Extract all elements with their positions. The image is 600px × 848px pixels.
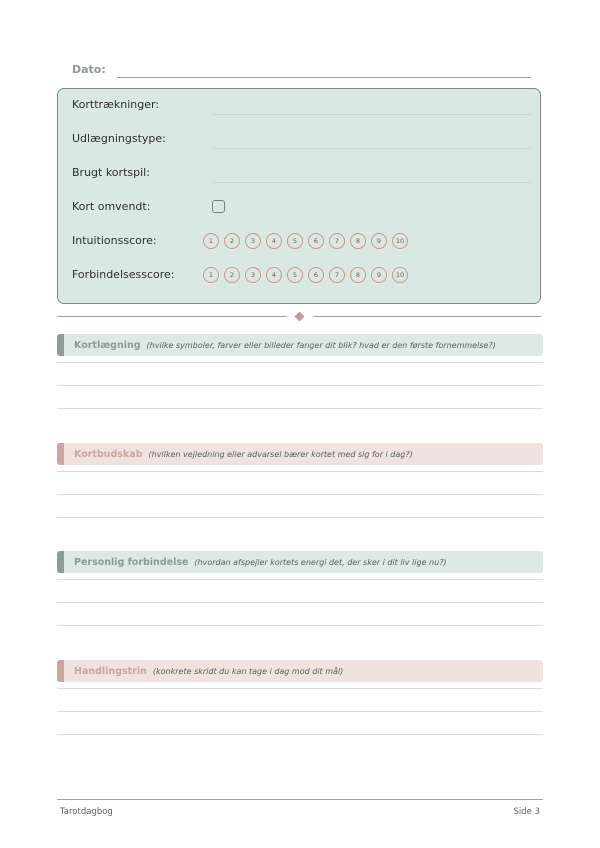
writing-line[interactable] [57,517,543,518]
section-header-card-mapping [57,334,543,356]
intuition-score-label: Intuitionsscore: [72,234,157,247]
diamond-ornament-icon [295,312,305,322]
intuition-score-option[interactable]: 2 [224,233,240,249]
writing-line[interactable] [57,362,543,363]
connection-score-label: Forbindelsesscore: [72,268,175,281]
section-title: Kortlægning [74,339,141,351]
footer-journal-title: Tarotdagbog [60,807,113,817]
connection-score-option[interactable]: 7 [329,267,345,283]
section-title: Kortbudskab [74,448,143,460]
date-label: Dato: [72,63,106,76]
section-header-card-message [57,443,543,465]
deck-used-line[interactable] [213,182,531,183]
writing-line[interactable] [57,625,543,626]
section-accent-bar [57,551,64,573]
writing-line[interactable] [57,471,543,472]
connection-score-option[interactable]: 8 [350,267,366,283]
section-hint: (hvilke symboler, farver eller billeder fanger dit blik? hvad er den første fornemmelse?) [146,340,496,350]
intuition-score-option[interactable]: 8 [350,233,366,249]
connection-score-option[interactable]: 10 [392,267,408,283]
reading-info-card [57,88,541,304]
intuition-score-option[interactable]: 3 [245,233,261,249]
connection-score-option[interactable]: 4 [266,267,282,283]
spread-type-label: Udlægningstype: [72,132,166,145]
section-accent-bar [57,334,64,356]
section-header-action-steps [57,660,543,682]
intuition-score-option[interactable]: 4 [266,233,282,249]
connection-score-option[interactable]: 5 [287,267,303,283]
writing-line[interactable] [57,602,543,603]
intuition-score-option[interactable]: 5 [287,233,303,249]
intuition-score-option[interactable]: 9 [371,233,387,249]
writing-line[interactable] [57,579,543,580]
connection-score-option[interactable]: 3 [245,267,261,283]
page-number: Side 3 [513,807,540,817]
intuition-score-option[interactable]: 6 [308,233,324,249]
intuition-score-scale [203,233,408,249]
writing-line[interactable] [57,688,543,689]
reversed-label: Kort omvendt: [72,200,151,213]
writing-line[interactable] [57,385,543,386]
writing-line[interactable] [57,734,543,735]
divider-right [313,316,541,317]
connection-score-option[interactable]: 9 [371,267,387,283]
cards-drawn-label: Korttrækninger: [72,98,160,111]
intuition-score-option[interactable]: 10 [392,233,408,249]
connection-score-option[interactable]: 6 [308,267,324,283]
section-accent-bar [57,443,64,465]
connection-score-option[interactable]: 2 [224,267,240,283]
section-header-personal-connection [57,551,543,573]
reversed-checkbox[interactable] [212,200,225,213]
spread-type-line[interactable] [213,148,531,149]
writing-line[interactable] [57,711,543,712]
section-accent-bar [57,660,64,682]
cards-drawn-line[interactable] [213,114,531,115]
date-input-line[interactable] [117,77,531,78]
divider-left [57,316,287,317]
deck-used-label: Brugt kortspil: [72,166,150,179]
section-title: Personlig forbindelse [74,556,189,568]
connection-score-scale [203,267,408,283]
section-hint: (hvilken vejledning eller advarsel bærer kortet med sig for i dag?) [148,449,413,459]
footer-divider [57,799,543,800]
section-hint: (hvordan afspejler kortets energi det, der sker i dit liv lige nu?) [194,557,447,567]
section-hint: (konkrete skridt du kan tage i dag mod dit mål) [152,666,344,676]
section-title: Handlingstrin [74,665,147,677]
writing-line[interactable] [57,408,543,409]
intuition-score-option[interactable]: 7 [329,233,345,249]
writing-line[interactable] [57,494,543,495]
connection-score-option[interactable]: 1 [203,267,219,283]
intuition-score-option[interactable]: 1 [203,233,219,249]
